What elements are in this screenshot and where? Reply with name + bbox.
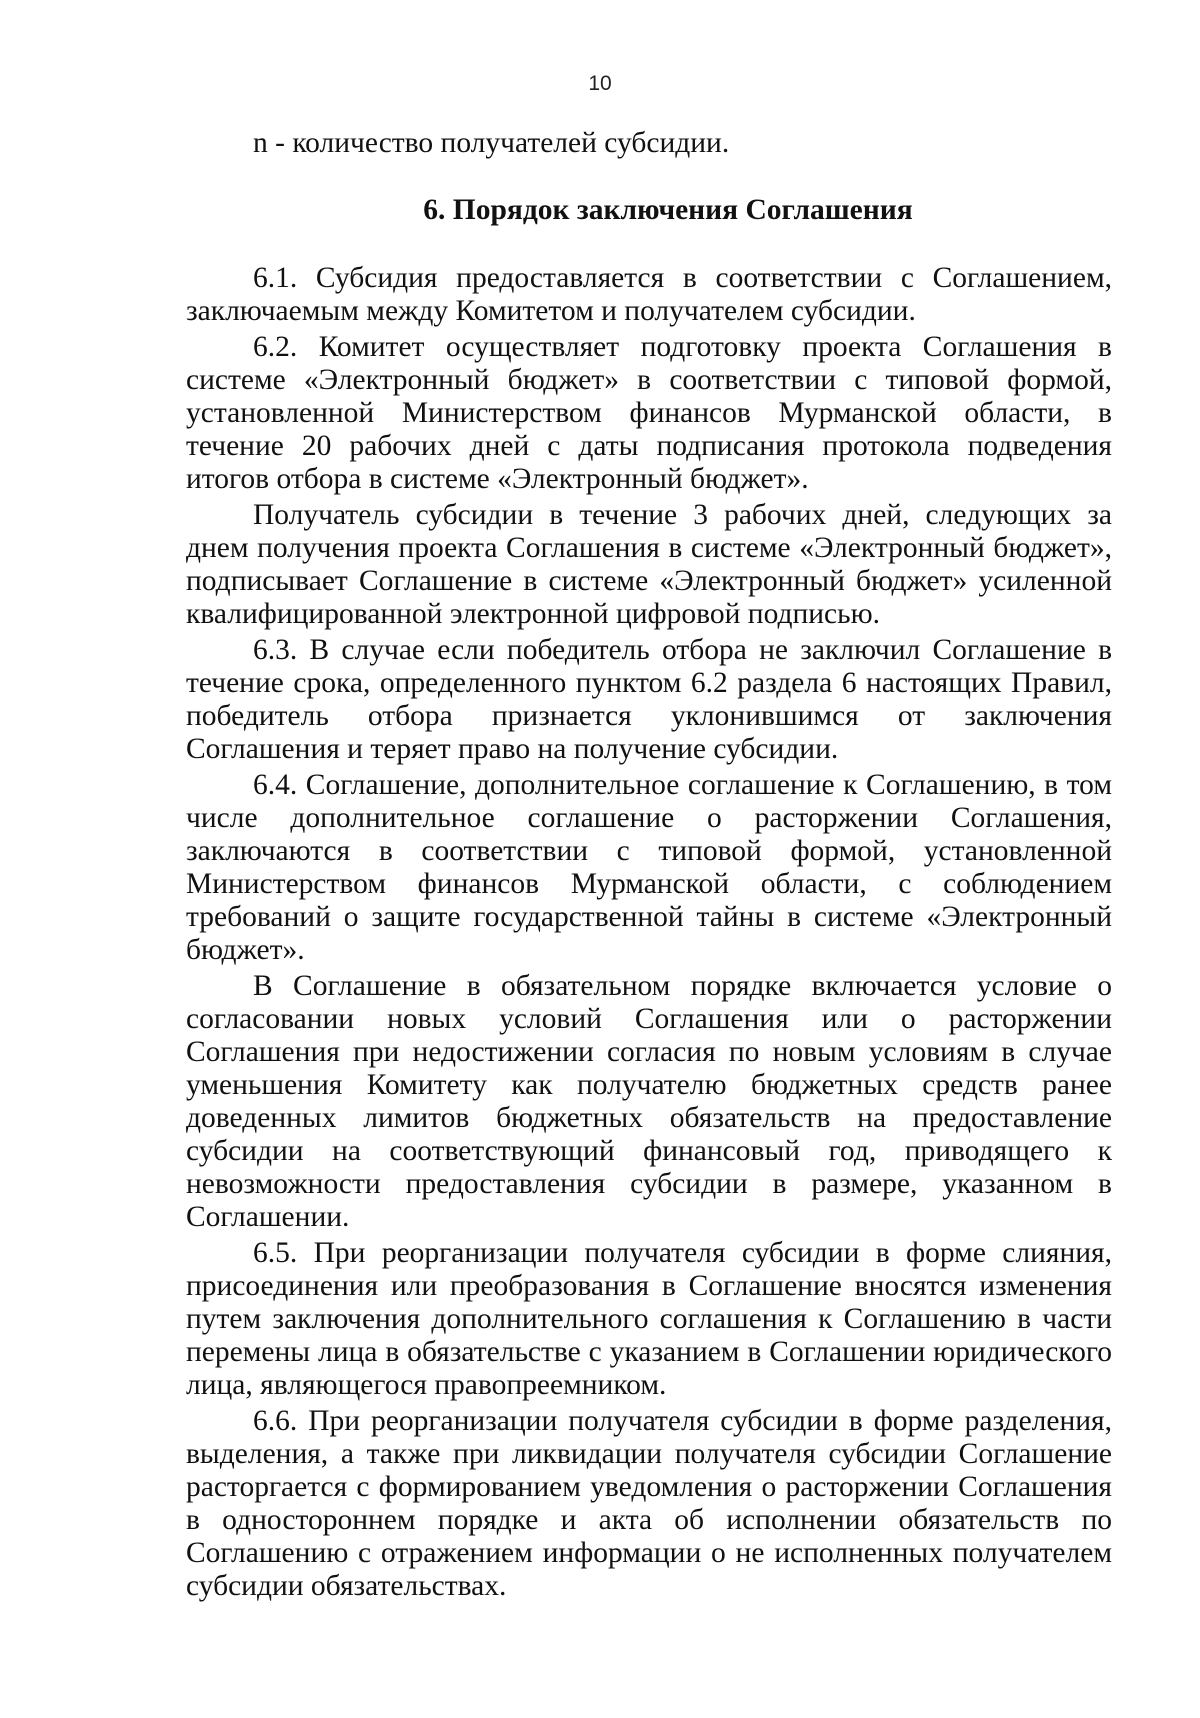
section-body [186, 262, 1112, 1603]
paragraph-6-1: 6.1. Субсидия предоставляется в соответствии с Соглашением, заключаемым между Комитетом и получателем субсидии. [186, 262, 1112, 327]
paragraph-6-2: 6.2. Комитет осуществляет подготовку проекта Соглашения в системе «Электронный бюджет» в соответствии с типовой формой, установленной Министерством финансов Мурманской области, в течение 20 рабочих дней с даты подписания протокола подведения итогов отбора в системе «Электронный бюджет». [186, 331, 1112, 495]
page-number: 10 [588, 72, 612, 95]
paragraph-6-2-signing: Получатель субсидии в течение 3 рабочих дней, следующих за днем получения проекта Соглашения в системе «Электронный бюджет», подписывает Соглашение в системе «Электронный бюджет» усиленной квалифицированной электронной цифровой подписью. [186, 499, 1112, 630]
intro-line: n - количество получателей субсидии. [253, 127, 730, 159]
paragraph-6-3: 6.3. В случае если победитель отбора не заключил Соглашение в течение срока, определенного пунктом 6.2 раздела 6 настоящих Правил, победитель отбора признается уклонившимся от заключения Соглашения и теряет право на получение субсидии. [186, 634, 1112, 765]
paragraph-6-5: 6.5. При реорганизации получателя субсидии в форме слияния, присоединения или преобразования в Соглашение вносятся изменения путем заключения дополнительного соглашения к Соглашению в части перемены лица в обязательстве с указанием в Соглашении юридического лица, являющегося правопреемником. [186, 1237, 1112, 1401]
paragraph-6-4-conditions: В Соглашение в обязательном порядке включается условие о согласовании новых условий Соглашения или о расторжении Соглашения при недостижении согласия по новым условиям в случае уменьшения Комитету как получателю бюджетных средств ранее доведенных лимитов бюджетных обязательств на предоставление субсидии на соответствующий финансовый год, приводящего к невозможности предоставления субсидии в размере, указанном в Соглашении. [186, 970, 1112, 1233]
section-heading: 6. Порядок заключения Соглашения [423, 194, 913, 226]
paragraph-6-6: 6.6. При реорганизации получателя субсидии в форме разделения, выделения, а также при ликвидации получателя субсидии Соглашение расторгается с формированием уведомления о расторжении Соглашения в одностороннем порядке и акта об исполнении обязательств по Соглашению с отражением информации о не исполненных получателем субсидии обязательствах. [186, 1405, 1112, 1602]
paragraph-6-4: 6.4. Соглашение, дополнительное соглашение к Соглашению, в том числе дополнительное соглашение о расторжении Соглашения, заключаются в соответствии с типовой формой, установленной Министерством финансов Мурманской области, с соблюдением требований о защите государственной тайны в системе «Электронный бюджет». [186, 769, 1112, 966]
